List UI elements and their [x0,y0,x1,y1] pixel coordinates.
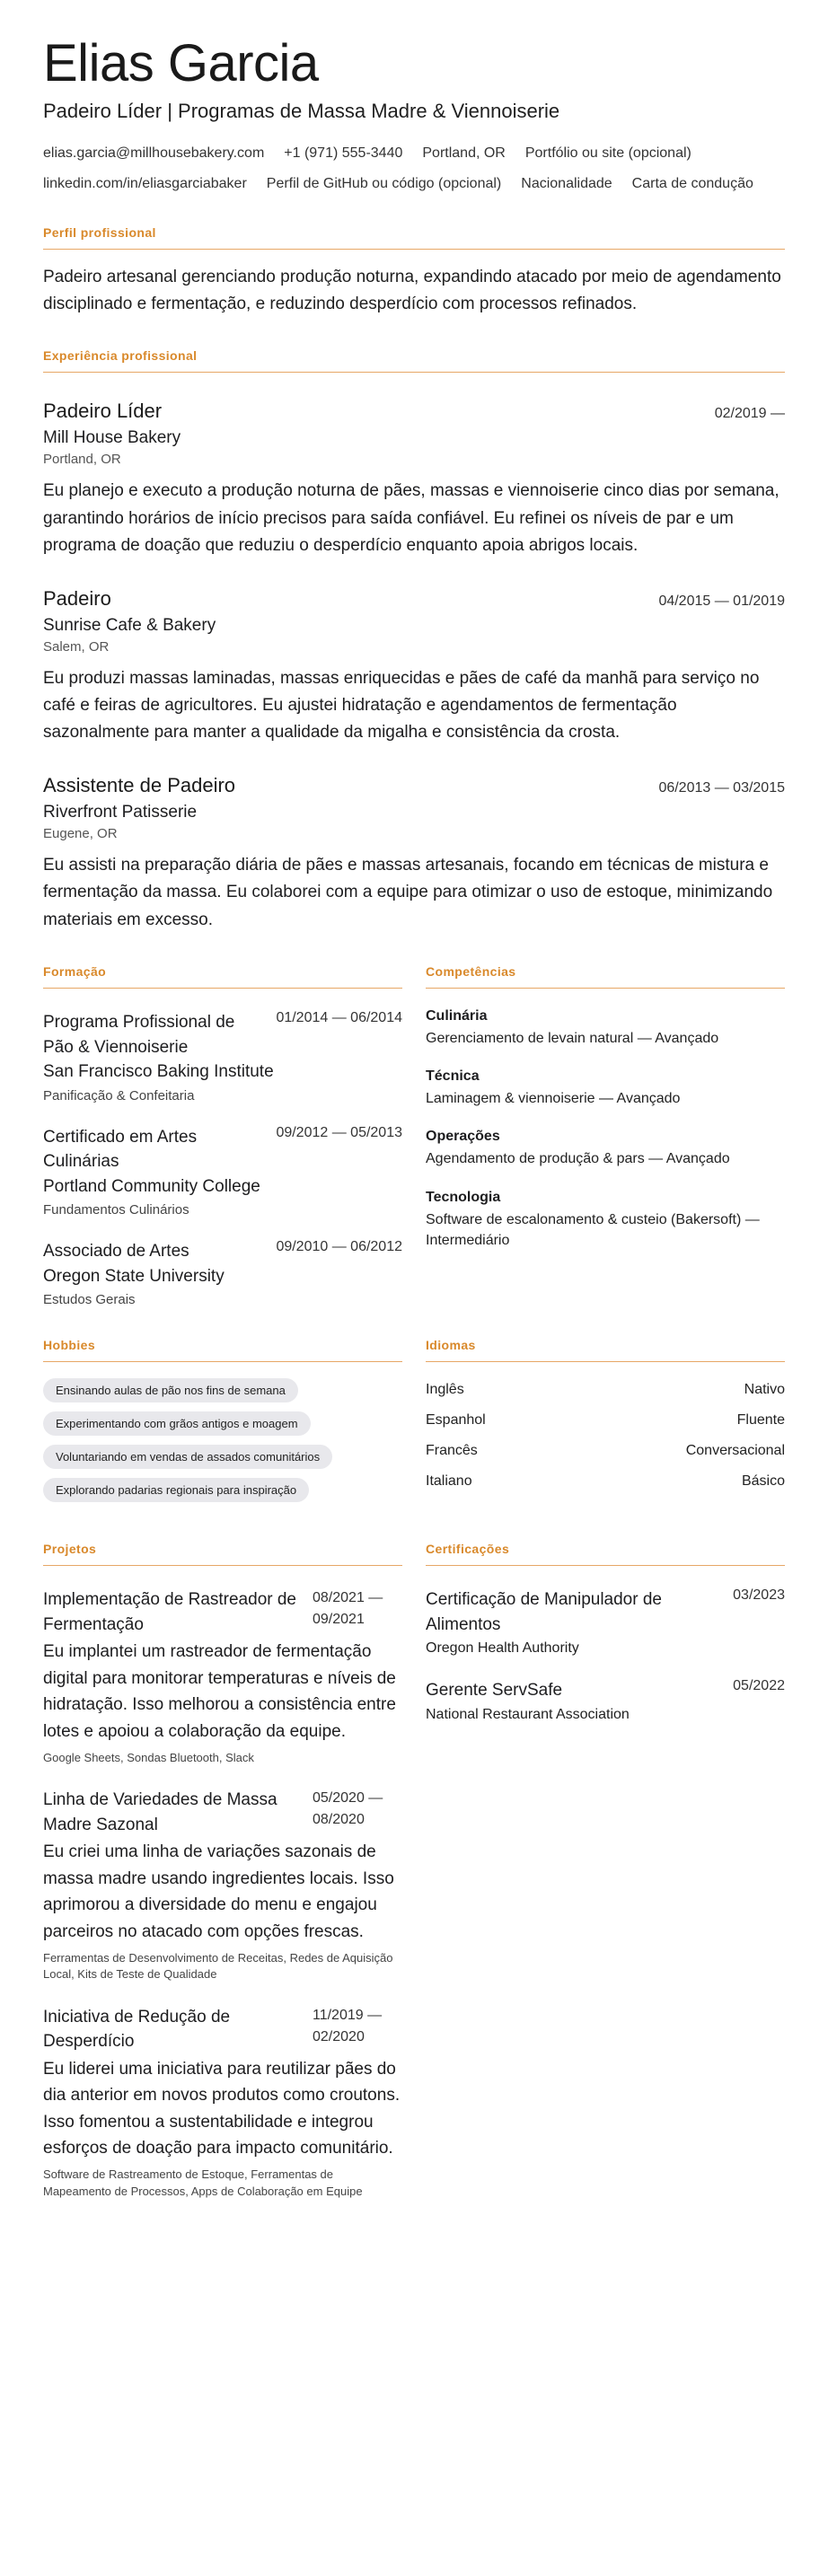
languages-column [426,1307,785,1511]
skill-entry [426,1129,785,1169]
skill-category: Culinária [426,1007,488,1024]
job-description: Eu produzi massas laminadas, massas enriquecidas e pães de café da manhã para serviço no café e feiras de agricultores. Eu ajustei hidratação e agendamentos de fermentação sazonalmente para manter a qualidade da migalha e consistência da crosta. [43,668,760,743]
education-date: 09/2012 — 05/2013 [276,1124,402,1140]
section-title-certifications: Certificações [426,1542,785,1566]
language-level: Básico [741,1473,785,1490]
section-title-experience: Experiência profissional [43,348,785,373]
education-school: San Francisco Baking Institute [43,1062,274,1082]
skills-column [426,934,785,1307]
certification-date: 05/2022 [733,1678,785,1694]
project-description: Eu liderei uma iniciativa para reutilizar pães do dia anterior em novos produtos como croutons. Isso fomentou a sustentabilidade e integrou esforços de doação para impacto comunitário. [43,2059,401,2158]
skill-category: Tecnologia [426,1189,501,1205]
language-row [426,1473,785,1490]
contact-email[interactable]: elias.garcia@millhousebakery.com [43,145,265,161]
project-tools: Ferramentas de Desenvolvimento de Receitas, Redes de Aquisição Local, Kits de Teste de Qualidade [43,1951,393,1982]
job-date: 06/2013 — 03/2015 [658,779,785,796]
contact-portfolio[interactable]: Portfólio ou site (opcional) [524,145,691,161]
skill-value: Agendamento de produção & pars — Avançado [426,1151,730,1167]
language-level: Conversacional [685,1443,785,1459]
project-entry [43,2005,402,2200]
certifications-column [426,1511,785,2199]
education-entry [43,1010,402,1103]
job-company: Sunrise Cafe & Bakery [43,615,216,635]
project-date: 08/2021 — 09/2021 [313,1590,383,1628]
job-description: Eu planejo e executo a produção noturna de pães, massas e viennoiserie cinco dias por semana, garantindo horários de início precisos para saída confiável. Eu refinei os níveis de par e um programa de doação que reduziu o desperdício enquanto apoia abrigos locais. [43,481,780,556]
project-title: Implementação de Rastreador de Fermentação [43,1590,296,1634]
project-description: Eu criei uma linha de variações sazonais de massa madre usando ingredientes locais. Isso aprimorou a diversidade do menu e engajou parceiros no atacado com opções frescas. [43,1842,394,1941]
two-column-row [43,1307,785,1511]
skill-category: Operações [426,1129,500,1145]
two-column-row [43,934,785,1307]
education-title: Associado de Artes [43,1242,189,1262]
job-title: Padeiro Líder [43,400,163,423]
certification-entry [426,1587,785,1657]
language-level: Fluente [736,1412,785,1429]
education-school: Oregon State University [43,1266,225,1286]
contact-license: Carta de condução [631,175,753,191]
job-location: Portland, OR [43,452,121,468]
job-date: 02/2019 — [714,406,785,422]
language-row [426,1382,785,1398]
project-title: Linha de Variedades de Massa Madre Sazonal [43,1790,277,1834]
education-date: 01/2014 — 06/2014 [276,1009,402,1025]
education-entry [43,1125,402,1218]
contact-location: Portland, OR [422,145,506,161]
two-column-row [43,1511,785,2199]
hobby-chip: Voluntariando em vendas de assados comunitários [43,1445,332,1469]
language-list [426,1382,785,1490]
job-date: 04/2015 — 01/2019 [658,593,785,609]
language-name: Francês [426,1443,478,1459]
project-date: 05/2020 — 08/2020 [313,1790,383,1828]
contact-phone[interactable]: +1 (971) 555-3440 [284,145,403,161]
project-date: 11/2019 — 02/2020 [313,2007,383,2044]
section-title-hobbies: Hobbies [43,1338,402,1362]
job-company: Mill House Bakery [43,428,181,448]
job-entry [43,587,785,747]
skill-entry [426,1008,785,1049]
language-row [426,1412,785,1429]
candidate-name: Elias Garcia [43,34,319,92]
project-tools: Software de Rastreamento de Estoque, Ferramentas de Mapeamento de Processos, Apps de Colaboração em Equipe [43,2167,363,2198]
contact-nationality: Nacionalidade [521,175,612,191]
language-row [426,1443,785,1459]
hobby-chip: Explorando padarias regionais para inspiração [43,1478,309,1502]
language-name: Espanhol [426,1412,486,1429]
section-title-projects: Projetos [43,1542,402,1566]
education-title: Certificado em Artes Culinárias [43,1127,198,1172]
job-entry [43,774,785,934]
certification-issuer: National Restaurant Association [426,1707,630,1722]
contact-list [43,143,785,195]
job-location: Salem, OR [43,638,110,655]
candidate-headline: Padeiro Líder | Programas de Massa Madre & Viennoiserie [43,99,560,122]
job-entry [43,400,785,559]
summary-text: Padeiro artesanal gerenciando produção noturna, expandindo atacado por meio de agendamento disciplinado e fermentação, e reduzindo desperdício com processos refinados. [43,267,781,314]
education-column [43,934,402,1307]
contact-linkedin[interactable]: linkedin.com/in/eliasgarciabaker [43,175,247,191]
education-field: Fundamentos Culinários [43,1202,189,1218]
section-title-education: Formação [43,964,402,989]
hobby-chip: Ensinando aulas de pão nos fins de semana [43,1378,298,1402]
skill-entry [426,1190,785,1251]
project-title: Iniciativa de Redução de Desperdício [43,2007,231,2052]
certification-title: Certificação de Manipulador de Alimentos [426,1590,662,1634]
section-title-skills: Competências [426,964,785,989]
education-school: Portland Community College [43,1176,260,1196]
skill-value: Gerenciamento de levain natural — Avançado [426,1030,719,1046]
education-date: 09/2010 — 06/2012 [276,1239,402,1255]
education-field: Estudos Gerais [43,1292,136,1308]
skill-value: Software de escalonamento & custeio (Bakersoft) — Intermediário [426,1211,760,1248]
education-field: Panificação & Confeitaria [43,1087,195,1103]
job-title: Padeiro [43,586,111,610]
certification-issuer: Oregon Health Authority [426,1640,579,1657]
skill-entry [426,1068,785,1109]
skill-value: Laminagem & viennoiserie — Avançado [426,1091,681,1107]
certification-entry [426,1678,785,1723]
hobbies-column [43,1307,402,1511]
section-title-languages: Idiomas [426,1338,785,1362]
language-name: Inglês [426,1382,464,1398]
certification-title: Gerente ServSafe [426,1681,563,1701]
education-entry [43,1239,402,1307]
language-name: Italiano [426,1473,472,1490]
hobby-chip-list [43,1378,402,1511]
project-tools: Google Sheets, Sondas Bluetooth, Slack [43,1751,254,1765]
section-title-summary: Perfil profissional [43,225,785,250]
projects-column [43,1511,402,2199]
job-description: Eu assisti na preparação diária de pães e massas artesanais, focando em técnicas de mistura e fermentação da massa. Eu colaborei com a equipe para otimizar o uso de estoque, minimizando materiais em excesso. [43,855,773,929]
job-title: Assistente de Padeiro [43,773,236,796]
language-level: Nativo [744,1382,785,1398]
project-entry [43,1587,402,1766]
job-location: Eugene, OR [43,825,118,841]
skill-category: Técnica [426,1068,480,1085]
contact-github[interactable]: Perfil de GitHub ou código (opcional) [266,175,502,191]
project-entry [43,1788,402,1983]
project-description: Eu implantei um rastreador de fermentação digital para monitorar temperaturas e níveis de hidratação. Isso melhorou a consistência entre lotes e apoiou a colaboração da equipe. [43,1642,396,1741]
job-company: Riverfront Patisserie [43,802,198,822]
hobby-chip: Experimentando com grãos antigos e moagem [43,1411,311,1436]
certification-date: 03/2023 [733,1587,785,1604]
education-title: Programa Profissional de Pão & Viennoiserie [43,1012,235,1057]
